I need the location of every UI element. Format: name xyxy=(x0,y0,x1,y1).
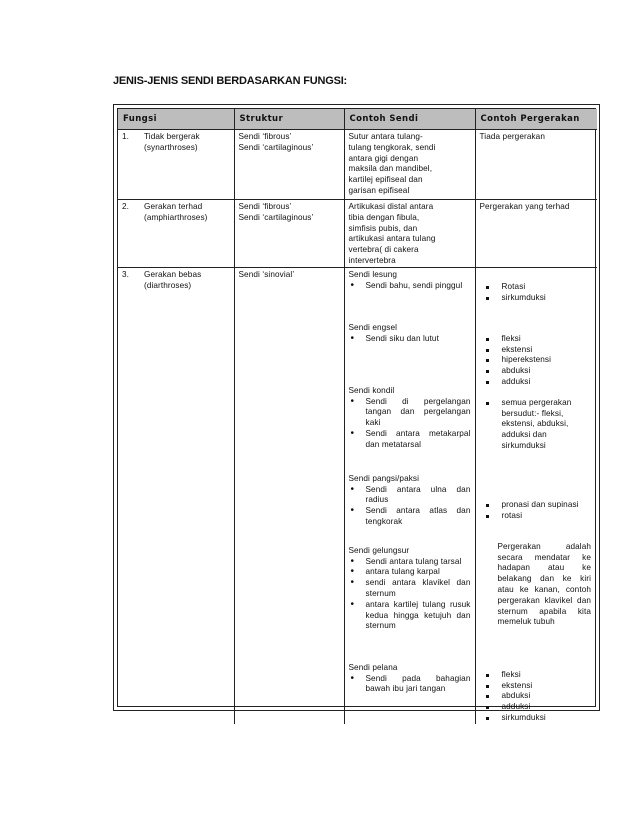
sendi-line: garisan epifiseal xyxy=(348,185,410,195)
document-title: JENIS-JENIS SENDI BERDASARKAN FUNGSI: xyxy=(113,75,348,87)
list-item: • Sendi antara ulna dan radius xyxy=(349,485,471,507)
header-fungsi: Fungsi xyxy=(118,109,234,130)
list-item: • Sendi siku dan lutut xyxy=(349,334,471,345)
group-name: Sendi gelungsur xyxy=(348,545,410,555)
cell-contoh-sendi xyxy=(344,267,475,723)
movements-pangsi xyxy=(480,500,594,542)
fungsi-subtext: (diarthroses) xyxy=(144,280,192,290)
sendi-line: tulang tengkorak, sendi xyxy=(348,142,436,152)
header-contoh-pergerakan: Contoh Pergerakan xyxy=(475,109,597,130)
fungsi-subtext: (amphiarthroses) xyxy=(144,212,208,222)
list-item: fleksi xyxy=(480,670,594,681)
cell-pergerakan xyxy=(475,267,597,723)
cell-fungsi xyxy=(118,130,234,200)
row-number: 1. xyxy=(122,132,130,141)
group-pangsi xyxy=(349,474,471,546)
table-row xyxy=(118,267,597,723)
struktur-text: Sendi ‘cartilaginous’ xyxy=(238,142,314,152)
sendi-line: artikukasi antara tulang xyxy=(348,234,436,244)
struktur-text: Sendi ‘fibrous’ xyxy=(238,132,292,141)
struktur-text: Sendi ‘cartilaginous’ xyxy=(238,212,314,222)
fungsi-text: Gerakan terhad xyxy=(144,202,203,211)
joint-types-table xyxy=(118,109,597,724)
group-name: Sendi pelana xyxy=(348,662,398,672)
group-kondil xyxy=(349,386,471,474)
cell-fungsi xyxy=(118,267,234,723)
cell-struktur xyxy=(234,200,344,268)
sendi-line: kartilej epifiseal dan xyxy=(348,175,423,185)
list-item: • Sendi bahu, sendi pinggul xyxy=(349,281,471,292)
list-item: ekstensi xyxy=(480,681,594,692)
joint-types-table-frame xyxy=(117,108,596,722)
struktur-text: Sendi ‘fibrous’ xyxy=(238,202,292,211)
table-row xyxy=(118,130,597,200)
list-item: Rotasi xyxy=(480,282,594,293)
list-item: ekstensi xyxy=(480,345,594,356)
sendi-line: Artikukasi distal antara xyxy=(348,202,434,211)
list-item: abduksi xyxy=(480,691,594,702)
list-item: • Sendi pada bahagian bawah ibu jari tangan xyxy=(349,674,471,696)
list-item: sirkumduksi xyxy=(480,713,594,724)
group-name: Sendi kondil xyxy=(348,385,395,395)
list-item: • Sendi antara atlas dan tengkorak xyxy=(349,506,471,528)
list-item: hiperekstensi xyxy=(480,355,594,366)
cell-struktur: Sendi ‘sinovial’ xyxy=(234,267,344,723)
sendi-line: vertebra( di cakera xyxy=(348,245,419,255)
fungsi-subtext: (synarthroses) xyxy=(144,142,198,152)
movements-pelana xyxy=(480,670,594,724)
movements-kondil xyxy=(480,398,594,500)
list-item: • Sendi antara tulang tarsal xyxy=(349,557,471,568)
list-item: • Sendi antara metakarpal dan metatarsal xyxy=(349,429,471,451)
list-item: adduksi xyxy=(480,377,594,388)
group-lesung xyxy=(349,270,471,323)
sendi-line: antara gigi dengan xyxy=(348,153,419,163)
header-contoh-sendi: Contoh Sendi xyxy=(344,109,475,130)
sendi-line: intervertebra xyxy=(348,255,396,265)
list-item: rotasi xyxy=(480,511,594,522)
list-item: • sendi antara klavikel dan sternum xyxy=(349,578,471,600)
sendi-line: Sutur antara tulang- xyxy=(348,132,423,141)
list-item: sirkumduksi xyxy=(480,293,594,304)
list-item: • antara tulang karpal xyxy=(349,567,471,578)
group-pelana xyxy=(349,663,471,695)
group-name: Sendi lesung xyxy=(348,269,398,279)
list-item: semua pergerakan bersudut:- fleksi, ekstensi, abduksi, adduksi dan sirkumduksi xyxy=(480,398,594,452)
cell-pergerakan: Tiada pergerakan xyxy=(475,130,597,200)
group-name: Sendi pangsi/paksi xyxy=(348,473,420,483)
movement-paragraph: Pergerakan adalah secara mendatar ke hadapan atau ke belakang dan ke kiri atau ke kanan, contoh pergerakan klavikel dan sternum apabila kita memeluk tubuh xyxy=(497,541,591,627)
row-number: 3. xyxy=(122,269,130,279)
table-row xyxy=(118,200,597,268)
group-engsel xyxy=(349,323,471,386)
cell-fungsi xyxy=(118,200,234,268)
sendi-line: maksila dan mandibel, xyxy=(348,164,433,174)
fungsi-text: Tidak bergerak xyxy=(144,132,200,141)
movements-lesung xyxy=(480,282,594,334)
movements-gelungsur xyxy=(480,542,594,670)
list-item: • Sendi di pergelangan tangan dan pergelangan kaki xyxy=(349,397,471,429)
list-item: pronasi dan supinasi xyxy=(480,500,594,511)
fungsi-text: Gerakan bebas xyxy=(144,269,202,279)
list-item: abduksi xyxy=(480,366,594,377)
sendi-line: simfisis pubis, dan xyxy=(348,223,418,233)
cell-struktur xyxy=(234,130,344,200)
list-item: adduksi xyxy=(480,702,594,713)
cell-contoh-sendi xyxy=(344,200,475,268)
group-gelungsur xyxy=(349,546,471,663)
group-name: Sendi engsel xyxy=(348,322,398,332)
cell-contoh-sendi xyxy=(344,130,475,200)
table-header-row xyxy=(118,109,597,130)
movements-engsel xyxy=(480,334,594,398)
cell-pergerakan: Pergerakan yang terhad xyxy=(475,200,597,268)
list-item: • antara kartilej tulang rusuk kedua hingga ketujuh dan sternum xyxy=(349,600,471,632)
header-struktur: Struktur xyxy=(234,109,344,130)
list-item: fleksi xyxy=(480,334,594,345)
sendi-line: tibia dengan fibula, xyxy=(348,212,420,222)
row-number: 2. xyxy=(122,202,130,211)
